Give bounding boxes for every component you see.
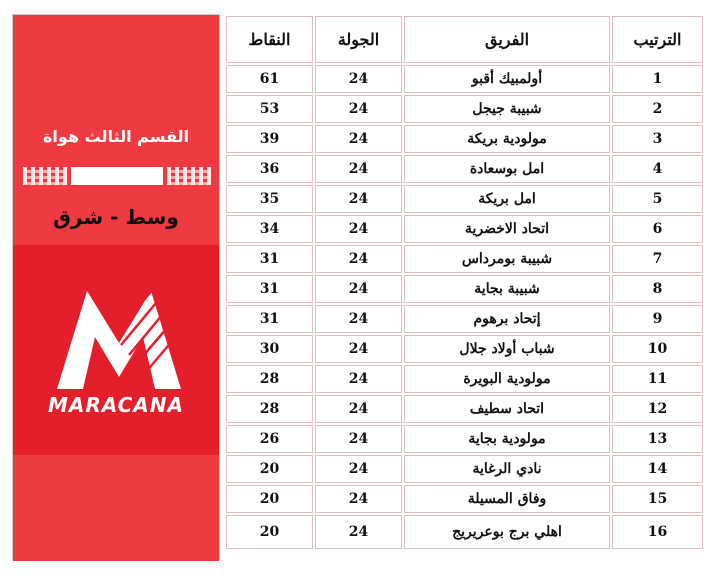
rank-cell: 7 — [612, 245, 703, 273]
m-logo-icon — [49, 285, 189, 393]
team-cell: امل بريكة — [404, 185, 610, 213]
rounds-cell: 24 — [315, 215, 402, 243]
banner — [12, 14, 220, 560]
team-cell: اهلي برج بوعريريج — [404, 515, 610, 549]
region-title: وسط - شرق — [53, 205, 179, 229]
rounds-cell: 24 — [315, 65, 402, 93]
rounds-cell: 24 — [315, 365, 402, 393]
divider-bar — [71, 167, 163, 185]
table-row — [226, 245, 703, 273]
rank-cell: 12 — [612, 395, 703, 423]
table-row — [226, 515, 703, 549]
team-cell: أولمبيك أقبو — [404, 65, 610, 93]
rounds-cell: 24 — [315, 335, 402, 363]
table-row — [226, 185, 703, 213]
rounds-cell: 24 — [315, 275, 402, 303]
team-cell: مولودية بريكة — [404, 125, 610, 153]
table-row — [226, 305, 703, 333]
rounds-cell: 24 — [315, 185, 402, 213]
team-cell: شباب أولاد جلال — [404, 335, 610, 363]
banner-footer — [13, 455, 219, 561]
points-cell: 20 — [226, 455, 313, 483]
points-cell: 20 — [226, 515, 313, 549]
pixel-divider — [19, 167, 215, 185]
table-row — [226, 485, 703, 513]
points-cell: 61 — [226, 65, 313, 93]
rank-cell: 5 — [612, 185, 703, 213]
points-cell: 53 — [226, 95, 313, 123]
points-cell: 20 — [226, 485, 313, 513]
rounds-cell: 24 — [315, 395, 402, 423]
rounds-cell: 24 — [315, 95, 402, 123]
rank-cell: 3 — [612, 125, 703, 153]
rounds-cell: 24 — [315, 155, 402, 183]
team-cell: اتحاد الاخضرية — [404, 215, 610, 243]
rounds-cell: 24 — [315, 455, 402, 483]
rank-cell: 6 — [612, 215, 703, 243]
points-cell: 34 — [226, 215, 313, 243]
table-row — [226, 275, 703, 303]
header-team: الفريق — [404, 16, 610, 63]
pixel-pattern-right — [167, 167, 211, 185]
brand-wordmark: MARACANA — [47, 393, 185, 417]
rounds-cell: 24 — [315, 485, 402, 513]
table-row — [226, 455, 703, 483]
team-cell: نادي الرغاية — [404, 455, 610, 483]
header-points: النقاط — [226, 16, 313, 63]
maracana-logo — [13, 245, 219, 455]
team-cell: شبيبة بجاية — [404, 275, 610, 303]
rank-cell: 15 — [612, 485, 703, 513]
points-cell: 26 — [226, 425, 313, 453]
table-row — [226, 155, 703, 183]
division-title: القسم الثالث هواة — [42, 127, 189, 146]
header-rounds: الجولة — [315, 16, 402, 63]
rank-cell: 11 — [612, 365, 703, 393]
team-cell: مولودية بجاية — [404, 425, 610, 453]
team-cell: مولودية البويرة — [404, 365, 610, 393]
team-cell: امل بوسعادة — [404, 155, 610, 183]
table-row — [226, 395, 703, 423]
points-cell: 31 — [226, 275, 313, 303]
team-cell: إتحاد برهوم — [404, 305, 610, 333]
rank-cell: 1 — [612, 65, 703, 93]
team-cell: وفاق المسيلة — [404, 485, 610, 513]
team-cell: شبيبة بومرداس — [404, 245, 610, 273]
team-cell: شبيبة جيجل — [404, 95, 610, 123]
points-cell: 31 — [226, 245, 313, 273]
points-cell: 39 — [226, 125, 313, 153]
rounds-cell: 24 — [315, 305, 402, 333]
rounds-cell: 24 — [315, 515, 402, 549]
table-row — [226, 335, 703, 363]
points-cell: 35 — [226, 185, 313, 213]
rank-cell: 2 — [612, 95, 703, 123]
rank-cell: 14 — [612, 455, 703, 483]
rank-cell: 8 — [612, 275, 703, 303]
points-cell: 30 — [226, 335, 313, 363]
rounds-cell: 24 — [315, 425, 402, 453]
points-cell: 31 — [226, 305, 313, 333]
points-cell: 28 — [226, 395, 313, 423]
rank-cell: 16 — [612, 515, 703, 549]
rounds-cell: 24 — [315, 125, 402, 153]
rank-cell: 9 — [612, 305, 703, 333]
rank-cell: 10 — [612, 335, 703, 363]
table-row — [226, 125, 703, 153]
table-row — [226, 215, 703, 243]
pixel-pattern-left — [23, 167, 67, 185]
table-row — [226, 95, 703, 123]
table-row — [226, 425, 703, 453]
standings-table — [224, 14, 705, 551]
rank-cell: 4 — [612, 155, 703, 183]
rank-cell: 13 — [612, 425, 703, 453]
table-row — [226, 65, 703, 93]
rounds-cell: 24 — [315, 245, 402, 273]
points-cell: 28 — [226, 365, 313, 393]
team-cell: اتحاد سطيف — [404, 395, 610, 423]
header-rank: الترتيب — [612, 16, 703, 63]
points-cell: 36 — [226, 155, 313, 183]
table-header-row — [226, 16, 703, 63]
banner-header — [13, 15, 219, 245]
table-row — [226, 365, 703, 393]
